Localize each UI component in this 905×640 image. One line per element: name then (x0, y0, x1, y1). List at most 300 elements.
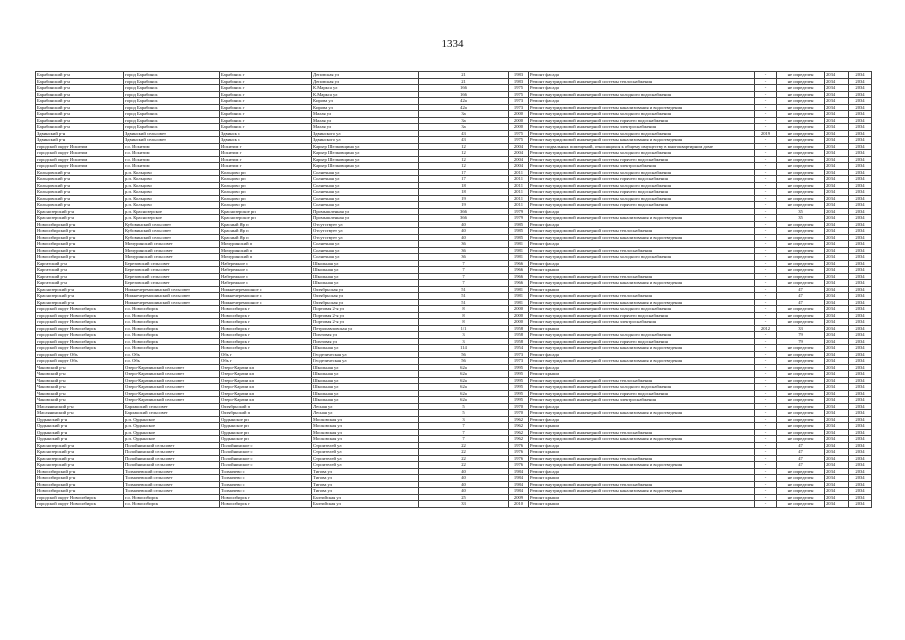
locality-cell: Новосибирск г (220, 345, 312, 352)
start-year-cell: 2034 (825, 241, 849, 248)
street-cell: Солнечная ул (312, 254, 419, 261)
district-cell: Барабинский р-н (36, 85, 124, 92)
municipality-cell: г.о. Обь (124, 351, 220, 358)
street-cell: Петропавловская ул (312, 325, 419, 332)
municipality-cell: г.о. Искитим (124, 143, 220, 150)
end-year-cell: 2034 (849, 293, 872, 300)
work-type-cell: Ремонт внутридомовой инженерной системы теплоснабжения (529, 293, 755, 300)
end-year-cell: 2034 (849, 208, 872, 215)
district-cell: Барабинский р-н (36, 117, 124, 124)
build-year-cell: 1970 (509, 410, 529, 417)
build-year-cell: 1975 (509, 91, 529, 98)
cost-cell: не определен (777, 104, 825, 111)
work-type-cell: Ремонт фасада (529, 468, 755, 475)
municipality-cell: Озеро-Карачинский сельсовет (124, 371, 220, 378)
build-year-cell: 1958 (509, 338, 529, 345)
cost-cell: не определен (777, 124, 825, 131)
cost-cell: 33 (777, 325, 825, 332)
cost-cell: не определен (777, 273, 825, 280)
cost-cell: не определен (777, 176, 825, 183)
locality-cell: Новосибирск г (220, 338, 312, 345)
cost-cell: не определен (777, 143, 825, 150)
house-number-cell: 7 (419, 280, 509, 287)
house-number-cell: 7 (419, 429, 509, 436)
cost-cell: не определен (777, 72, 825, 79)
street-cell: Балтийская ул (312, 501, 419, 508)
locality-cell: Барабинск г (220, 124, 312, 131)
start-year-cell: 2034 (825, 273, 849, 280)
district-cell: Барабинский р-н (36, 72, 124, 79)
work-type-cell: Ремонт внутридомовой инженерной системы холодного водоснабжения (529, 150, 755, 157)
house-number-cell: 25 (419, 494, 509, 501)
cost-cell: 35 (777, 215, 825, 222)
table-row (36, 501, 872, 508)
work-type-cell: Ремонт внутридомовой инженерной системы теплоснабжения (529, 228, 755, 235)
start-year-cell: 2034 (825, 286, 849, 293)
work-type-cell: Ремонт внутридомовой инженерной системы канализования и водоотведения (529, 488, 755, 495)
last-repair-year-cell: - (755, 455, 777, 462)
end-year-cell: 2034 (849, 176, 872, 183)
municipality-cell: Мичуринский сельсовет (124, 241, 220, 248)
street-cell: Солнечная ул (312, 241, 419, 248)
cost-cell: не определен (777, 312, 825, 319)
start-year-cell: 2034 (825, 429, 849, 436)
house-number-cell: 8 (419, 306, 509, 313)
last-repair-year-cell: - (755, 228, 777, 235)
cost-cell: не определен (777, 254, 825, 261)
build-year-cell: 2011 (509, 169, 529, 176)
work-type-cell: Ремонт внутридомовой инженерной системы теплоснабжения (529, 429, 755, 436)
last-repair-year-cell: - (755, 306, 777, 313)
house-number-cell: 1/1 (419, 325, 509, 332)
house-number-cell: 62а (419, 390, 509, 397)
locality-cell: Озеро-Карачи кп (220, 377, 312, 384)
build-year-cell: 1995 (509, 377, 529, 384)
end-year-cell: 2034 (849, 130, 872, 137)
house-number-cell: 8 (419, 312, 509, 319)
last-repair-year-cell: - (755, 137, 777, 144)
house-number-cell: 366 (419, 215, 509, 222)
start-year-cell: 2034 (825, 202, 849, 209)
street-cell: Московская ул (312, 436, 419, 443)
work-type-cell: Ремонт фасада (529, 260, 755, 267)
street-cell: Солнечная ул (312, 247, 419, 254)
cost-cell: 47 (777, 286, 825, 293)
district-cell: Краснозерский р-н (36, 208, 124, 215)
locality-cell: Барабинск г (220, 78, 312, 85)
last-repair-year-cell: - (755, 91, 777, 98)
build-year-cell: 2009 (509, 494, 529, 501)
locality-cell: Кольцово рп (220, 189, 312, 196)
start-year-cell: 2034 (825, 104, 849, 111)
district-cell: Барабинский р-н (36, 111, 124, 118)
end-year-cell: 2034 (849, 182, 872, 189)
start-year-cell: 2034 (825, 137, 849, 144)
build-year-cell: 2004 (509, 143, 529, 150)
last-repair-year-cell: - (755, 78, 777, 85)
cost-cell: не определен (777, 182, 825, 189)
end-year-cell: 2034 (849, 306, 872, 313)
end-year-cell: 2034 (849, 98, 872, 105)
start-year-cell: 2034 (825, 390, 849, 397)
district-cell: Новосибирский р-н (36, 247, 124, 254)
municipality-cell: г.о. Искитим (124, 156, 220, 163)
street-cell: К.Маркса ул (312, 91, 419, 98)
build-year-cell: 2000 (509, 319, 529, 326)
work-type-cell: Ремонт внутридомовой инженерной системы канализования и водоотведения (529, 234, 755, 241)
end-year-cell: 2034 (849, 221, 872, 228)
locality-cell: Набережное с (220, 280, 312, 287)
municipality-cell: Полойнинский сельсовет (124, 449, 220, 456)
locality-cell: Краснозерское рп (220, 208, 312, 215)
locality-cell: Новосибирск г (220, 325, 312, 332)
last-repair-year-cell: - (755, 358, 777, 365)
cost-cell: не определен (777, 85, 825, 92)
locality-cell: Мичуринский п (220, 254, 312, 261)
house-number-cell: 42а (419, 98, 509, 105)
start-year-cell: 2034 (825, 85, 849, 92)
work-type-cell: Ремонт крыши (529, 501, 755, 508)
end-year-cell: 2034 (849, 195, 872, 202)
start-year-cell: 2034 (825, 442, 849, 449)
work-type-cell: Ремонт внутридомовой инженерной системы холодного водоснабжения (529, 130, 755, 137)
district-cell: Новосибирский р-н (36, 481, 124, 488)
house-number-cell: 62а (419, 397, 509, 404)
house-number-cell: 43 (419, 130, 509, 137)
start-year-cell: 2034 (825, 410, 849, 417)
locality-cell: Озеро-Карачи кп (220, 384, 312, 391)
municipality-cell: Озеро-Карачинский сельсовет (124, 377, 220, 384)
district-cell: Чановский р-н (36, 371, 124, 378)
house-number-cell: 3а (419, 111, 509, 118)
cost-cell: не определен (777, 488, 825, 495)
work-type-cell: Ремонт внутридомовой инженерной системы канализования и водоотведения (529, 345, 755, 352)
street-cell: Кирова ул (312, 98, 419, 105)
house-number-cell: 22 (419, 462, 509, 469)
street-cell: Солнечная ул (312, 202, 419, 209)
work-type-cell: Ремонт внутридомовой инженерной системы электроснабжения (529, 124, 755, 131)
cost-cell: не определен (777, 195, 825, 202)
locality-cell: Толмачево с (220, 468, 312, 475)
work-type-cell: Ремонт внутридомовой инженерной системы электроснабжения (529, 163, 755, 170)
end-year-cell: 2034 (849, 260, 872, 267)
municipality-cell: г.о. Новосибирск (124, 501, 220, 508)
build-year-cell: 2011 (509, 202, 529, 209)
start-year-cell: 2034 (825, 475, 849, 482)
last-repair-year-cell: - (755, 163, 777, 170)
last-repair-year-cell: - (755, 410, 777, 417)
work-type-cell: Ремонт внутридомовой инженерной системы холодного водоснабжения (529, 306, 755, 313)
last-repair-year-cell: - (755, 338, 777, 345)
end-year-cell: 2034 (849, 364, 872, 371)
district-cell: Кольцовский р-н (36, 189, 124, 196)
start-year-cell: 2034 (825, 351, 849, 358)
start-year-cell: 2034 (825, 195, 849, 202)
locality-cell: Барабинск г (220, 91, 312, 98)
house-number-cell: 36 (419, 254, 509, 261)
municipality-cell: г.о. Искитим (124, 150, 220, 157)
work-type-cell: Ремонт фасада (529, 85, 755, 92)
district-cell: Краснозерский р-н (36, 293, 124, 300)
cost-cell: не определен (777, 494, 825, 501)
last-repair-year-cell: 2012 (755, 325, 777, 332)
locality-cell: Ордынское рп (220, 416, 312, 423)
locality-cell: Новосибирск г (220, 501, 312, 508)
municipality-cell: г.о. Новосибирск (124, 306, 220, 313)
start-year-cell: 2034 (825, 449, 849, 456)
end-year-cell: 2034 (849, 403, 872, 410)
locality-cell: Ордынское рп (220, 423, 312, 430)
municipality-cell: Полойнинский сельсовет (124, 455, 220, 462)
end-year-cell: 2034 (849, 286, 872, 293)
start-year-cell: 2034 (825, 124, 849, 131)
start-year-cell: 2034 (825, 384, 849, 391)
district-cell: городской округ Новосибирск (36, 338, 124, 345)
municipality-cell: Березовский сельсовет (124, 267, 220, 274)
end-year-cell: 2034 (849, 72, 872, 79)
municipality-cell: Озеро-Карачинский сельсовет (124, 384, 220, 391)
house-number-cell: 17 (419, 176, 509, 183)
cost-cell: не определен (777, 410, 825, 417)
municipality-cell: Нижнечеремошинский сельсовет (124, 286, 220, 293)
start-year-cell: 2034 (825, 364, 849, 371)
municipality-cell: Березовский сельсовет (124, 280, 220, 287)
street-cell: Тигова ул (312, 488, 419, 495)
last-repair-year-cell: - (755, 241, 777, 248)
last-repair-year-cell: - (755, 104, 777, 111)
district-cell: Новосибирский р-н (36, 488, 124, 495)
start-year-cell: 2034 (825, 215, 849, 222)
work-type-cell: Ремонт внутридомовой инженерной системы теплоснабжения (529, 481, 755, 488)
last-repair-year-cell: - (755, 195, 777, 202)
start-year-cell: 2034 (825, 221, 849, 228)
cost-cell: не определен (777, 130, 825, 137)
district-cell: Барабинский р-н (36, 78, 124, 85)
street-cell: Московская ул (312, 423, 419, 430)
cost-cell: не определен (777, 481, 825, 488)
cost-cell: 47 (777, 462, 825, 469)
district-cell: Каргатский р-н (36, 260, 124, 267)
locality-cell: Искитим г (220, 156, 312, 163)
work-type-cell: Ремонт крыши (529, 475, 755, 482)
start-year-cell: 2034 (825, 143, 849, 150)
last-repair-year-cell: - (755, 390, 777, 397)
cost-cell: не определен (777, 358, 825, 365)
build-year-cell: 1984 (509, 475, 529, 482)
locality-cell: Озеро-Карачи кп (220, 364, 312, 371)
end-year-cell: 2034 (849, 280, 872, 287)
end-year-cell: 2034 (849, 338, 872, 345)
street-cell: Малая ул (312, 124, 419, 131)
municipality-cell: р.п. Ордынское (124, 423, 220, 430)
street-cell: Строителей ул (312, 442, 419, 449)
end-year-cell: 2034 (849, 468, 872, 475)
cost-cell: не определен (777, 221, 825, 228)
cost-cell: не определен (777, 384, 825, 391)
end-year-cell: 2034 (849, 215, 872, 222)
street-cell: Портовая 2-я ул (312, 312, 419, 319)
house-number-cell: 62а (419, 384, 509, 391)
cost-cell: не определен (777, 169, 825, 176)
house-number-cell: 42а (419, 104, 509, 111)
street-cell: Октябрьская ул (312, 293, 419, 300)
house-number-cell: 3 (419, 338, 509, 345)
end-year-cell: 2034 (849, 423, 872, 430)
build-year-cell: 2004 (509, 150, 529, 157)
municipality-cell: г.о. Новосибирск (124, 325, 220, 332)
house-number-cell: 7 (419, 260, 509, 267)
page-number: 1334 (441, 38, 464, 50)
build-year-cell: 2000 (509, 124, 529, 131)
locality-cell: Здвинск с (220, 130, 312, 137)
locality-cell: Искитим г (220, 143, 312, 150)
house-number-cell: 56 (419, 351, 509, 358)
municipality-cell: Кубовинский сельсовет (124, 228, 220, 235)
house-number-cell: 5 (419, 410, 509, 417)
build-year-cell: 1975 (509, 130, 529, 137)
municipality-cell: р.п. Кольцово (124, 195, 220, 202)
house-number-cell: 22 (419, 442, 509, 449)
start-year-cell: 2034 (825, 130, 849, 137)
end-year-cell: 2034 (849, 345, 872, 352)
street-cell: Октябрьская ул (312, 299, 419, 306)
municipality-cell: Березовский сельсовет (124, 260, 220, 267)
cost-cell: не определен (777, 260, 825, 267)
work-type-cell: Ремонт крыши (529, 286, 755, 293)
street-cell: Солнечная ул (312, 189, 419, 196)
municipality-cell: Толмачевский сельсовет (124, 481, 220, 488)
locality-cell: Новосибирск г (220, 494, 312, 501)
municipality-cell: Здвинский сельсовет (124, 137, 220, 144)
last-repair-year-cell: - (755, 468, 777, 475)
house-number-cell: 51 (419, 286, 509, 293)
build-year-cell: 1995 (509, 364, 529, 371)
municipality-cell: Мичуринский сельсовет (124, 247, 220, 254)
street-cell: Школьная ул (312, 280, 419, 287)
district-cell: городской округ Искитим (36, 163, 124, 170)
locality-cell: Барабинск г (220, 117, 312, 124)
house-number-cell: 21 (419, 72, 509, 79)
work-type-cell: Ремонт крыши (529, 267, 755, 274)
start-year-cell: 2034 (825, 306, 849, 313)
locality-cell: Кольцово рп (220, 182, 312, 189)
street-cell: Школьная ул (312, 273, 419, 280)
start-year-cell: 2034 (825, 462, 849, 469)
cost-cell: не определен (777, 351, 825, 358)
build-year-cell: 2011 (509, 182, 529, 189)
district-cell: Кольцовский р-н (36, 176, 124, 183)
district-cell: городской округ Новосибирск (36, 319, 124, 326)
repair-schedule-table (35, 71, 872, 508)
municipality-cell: город Барабинск (124, 124, 220, 131)
street-cell: Школьная ул (312, 377, 419, 384)
end-year-cell: 2034 (849, 449, 872, 456)
work-type-cell: Ремонт внутридомовой инженерной системы канализования и водоотведения (529, 299, 755, 306)
district-cell: Краснозерский р-н (36, 442, 124, 449)
cost-cell: не определен (777, 150, 825, 157)
start-year-cell: 2034 (825, 254, 849, 261)
end-year-cell: 2034 (849, 91, 872, 98)
end-year-cell: 2034 (849, 169, 872, 176)
municipality-cell: Здвинский сельсовет (124, 130, 220, 137)
work-type-cell: Ремонт внутридомовой инженерной системы теплоснабжения (529, 377, 755, 384)
end-year-cell: 2034 (849, 124, 872, 131)
start-year-cell: 2034 (825, 280, 849, 287)
start-year-cell: 2034 (825, 377, 849, 384)
end-year-cell: 2034 (849, 319, 872, 326)
build-year-cell: 1962 (509, 436, 529, 443)
start-year-cell: 2034 (825, 91, 849, 98)
municipality-cell: город Барабинск (124, 98, 220, 105)
house-number-cell: 17 (419, 169, 509, 176)
build-year-cell: 1985 (509, 234, 529, 241)
end-year-cell: 2034 (849, 481, 872, 488)
build-year-cell: 1979 (509, 215, 529, 222)
start-year-cell: 2034 (825, 111, 849, 118)
last-repair-year-cell: - (755, 481, 777, 488)
last-repair-year-cell: - (755, 176, 777, 183)
last-repair-year-cell: - (755, 221, 777, 228)
last-repair-year-cell: 2019 (755, 130, 777, 137)
cost-cell: не определен (777, 416, 825, 423)
work-type-cell: Ремонт крыши (529, 325, 755, 332)
cost-cell: 35 (777, 208, 825, 215)
municipality-cell: Барлакский сельсовет (124, 410, 220, 417)
end-year-cell: 2034 (849, 410, 872, 417)
work-type-cell: Ремонт фасада (529, 221, 755, 228)
build-year-cell: 1981 (509, 293, 529, 300)
work-type-cell: Ремонт внутридомовой инженерной системы канализования и водоотведения (529, 280, 755, 287)
end-year-cell: 2034 (849, 156, 872, 163)
district-cell: Барабинский р-н (36, 91, 124, 98)
last-repair-year-cell: - (755, 488, 777, 495)
district-cell: Барабинский р-н (36, 98, 124, 105)
build-year-cell: 1979 (509, 208, 529, 215)
locality-cell: Новосибирск г (220, 319, 312, 326)
municipality-cell: р.п. Ордынское (124, 429, 220, 436)
locality-cell: Искитим г (220, 150, 312, 157)
work-type-cell: Ремонт внутридомовой инженерной системы холодного водоснабжения (529, 332, 755, 339)
locality-cell: Обь г (220, 351, 312, 358)
cost-cell: не определен (777, 247, 825, 254)
last-repair-year-cell: - (755, 299, 777, 306)
build-year-cell: 1966 (509, 260, 529, 267)
cost-cell: 47 (777, 299, 825, 306)
last-repair-year-cell: - (755, 442, 777, 449)
start-year-cell: 2034 (825, 72, 849, 79)
last-repair-year-cell: - (755, 111, 777, 118)
last-repair-year-cell: - (755, 416, 777, 423)
build-year-cell: 1981 (509, 299, 529, 306)
municipality-cell: р.п. Кольцово (124, 189, 220, 196)
locality-cell: Искитим г (220, 163, 312, 170)
work-type-cell: Ремонт внутридомовой инженерной системы горячего водоснабжения (529, 338, 755, 345)
district-cell: городской округ Новосибирск (36, 494, 124, 501)
house-number-cell: 8 (419, 319, 509, 326)
street-cell: Здвинского ул (312, 130, 419, 137)
start-year-cell: 2034 (825, 299, 849, 306)
last-repair-year-cell: - (755, 501, 777, 508)
start-year-cell: 2034 (825, 163, 849, 170)
build-year-cell: 1973 (509, 351, 529, 358)
municipality-cell: город Барабинск (124, 85, 220, 92)
cost-cell: 79 (777, 332, 825, 339)
end-year-cell: 2034 (849, 247, 872, 254)
district-cell: Чановский р-н (36, 397, 124, 404)
house-number-cell: 114 (419, 345, 509, 352)
house-number-cell: 166 (419, 91, 509, 98)
build-year-cell: 1995 (509, 384, 529, 391)
